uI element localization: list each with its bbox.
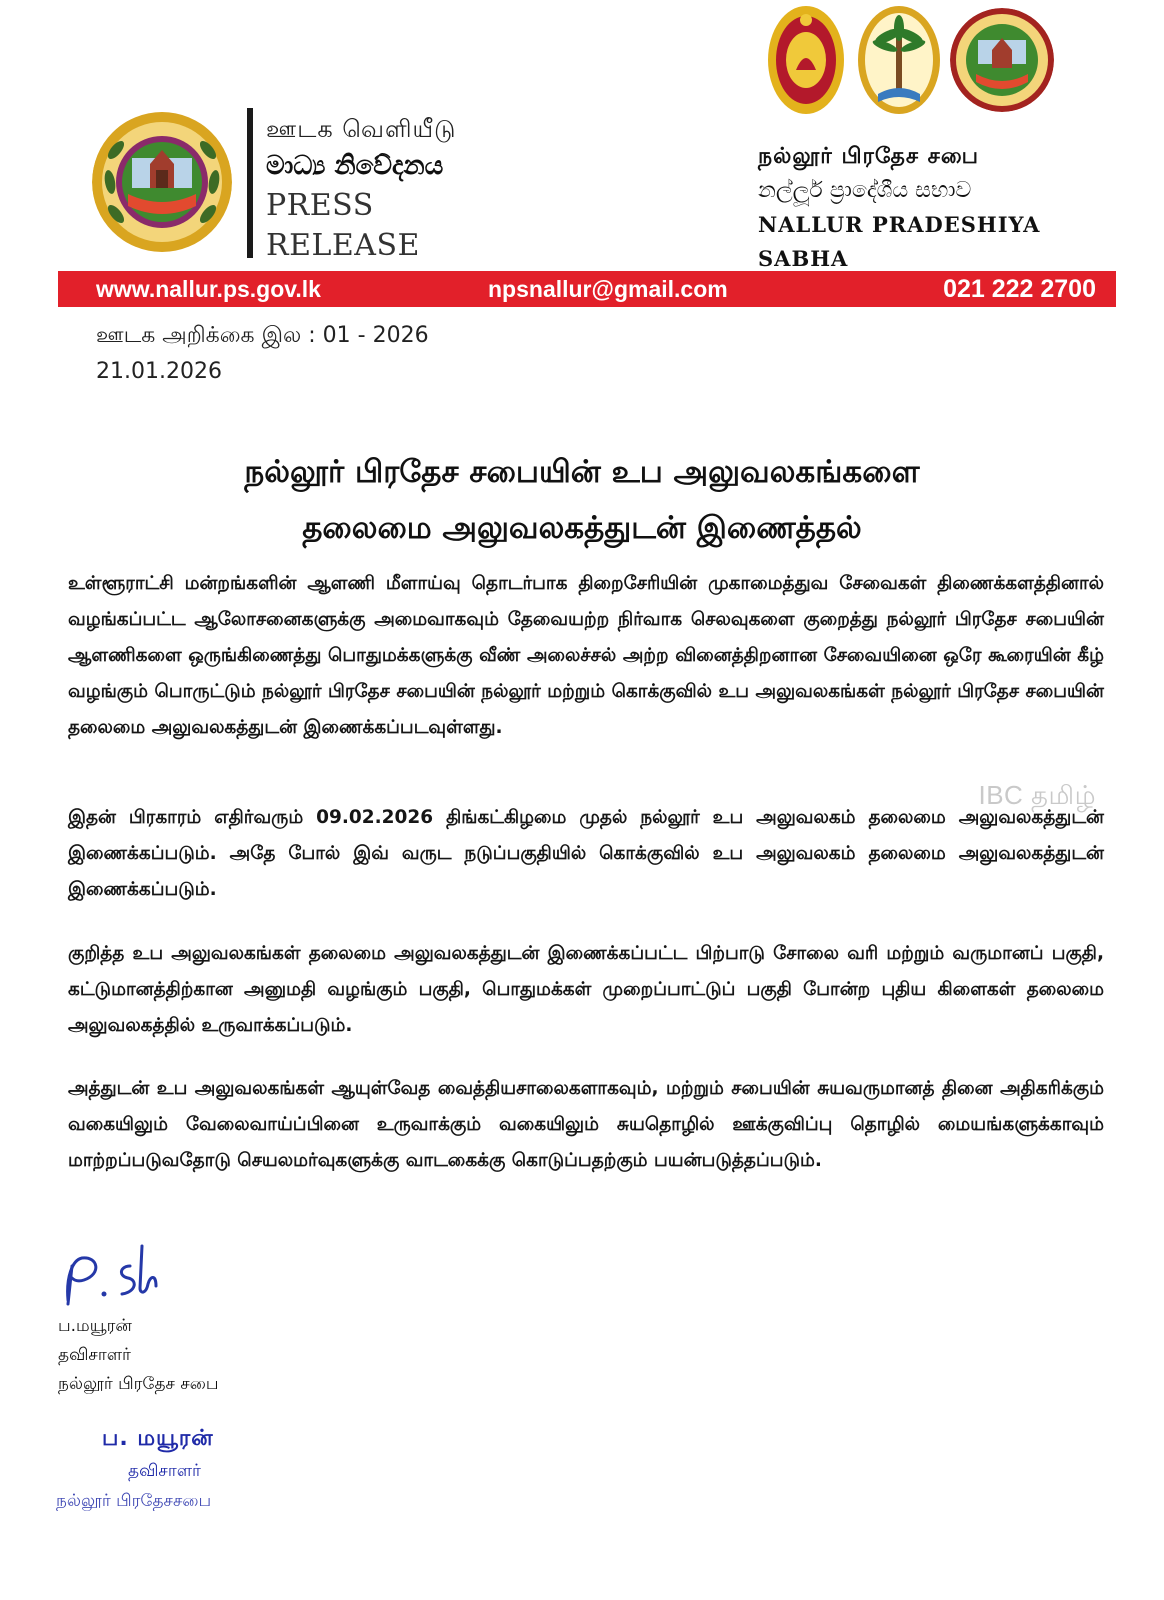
paragraph-1: உள்ளூராட்சி மன்றங்களின் ஆளணி மீளாய்வு தொடர்பாக திறைசேரியின் முகாமைத்துவ சேவைகள் திணைக்களத்தினால் வழங்கப்பட்ட ஆலோசனைகளுக்கு அமைவாகவும் தேவையற்ற நிர்வாக செலவுகளை குறைத்து நல்லூர் பிரதேச சபையின் ஆளணிகளை ஒருங்கிணைத்து பொதுமக்களுக்கு வீண் அலைச்சல் அற்ற வினைத்திறனான சேவையினை ஒரே கூரையின் கீழ் வழங்கும் பொருட்டும் நல்லூர் பிரதேச சபையின் நல்லூர் மற்றும் கொக்குவில் உப அலுவலகங்கள் நல்லூர் பிரதேச சபையின் தலைமை அலுவலகத்துடன் இணைக்கப்படவுள்ளது. (68, 573, 1104, 738)
release-meta (96, 318, 429, 390)
press-label-english: PRESS RELEASE (266, 188, 420, 263)
organization-name (758, 140, 1078, 276)
org-name-english: NALLUR PRADESHIYA SABHA (758, 212, 1041, 271)
nallur-sabha-emblem-small-icon (950, 8, 1054, 112)
press-release-label (266, 112, 506, 266)
release-number: ஊடக அறிக்கை இல : 01 - 2026 (96, 323, 429, 348)
letterhead (0, 0, 1164, 270)
signatory-name: ப.மயூரன் (58, 1316, 132, 1336)
national-emblem-icon (768, 6, 844, 114)
signatory-title: தவிசாளர் (58, 1345, 131, 1365)
paragraph-2: இதன் பிரகாரம் எதிர்வரும் 09.02.2026 திங்கட்கிழமை முதல் நல்லூர் உப அலுவலகம் தலைமை அலுவலகத்துடன் இணைக்கப்படும். அதே போல் இவ் வருட நடுப்பகுதியில் கொக்குவில் உப அலுவலகம் தலைமை அலுவலகத்துடன் இணைக்கப்படும். (68, 807, 1104, 900)
press-label-tamil: ஊடக வெளியீடு (266, 115, 457, 143)
contact-bar (58, 271, 1116, 307)
signatory-block (58, 1312, 219, 1399)
org-name-sinhala: නල්ලූර් ප්‍රාදේශීය සභාව (758, 178, 972, 203)
ibc-watermark: IBC தமிழ் (978, 780, 1096, 810)
email-link[interactable]: npsnallur@gmail.com (488, 276, 728, 302)
org-name-tamil: நல்லூர் பிரதேச சபை (758, 144, 980, 169)
title-line-2: தலைமை அலுவலகத்துடன் இணைத்தல் (302, 510, 862, 546)
paragraph-3: குறித்த உப அலுவலகங்கள் தலைமை அலுவலகத்துடன் இணைக்கப்பட்ட பிற்பாடு சோலை வரி மற்றும் வருமானப் பகுதி, கட்டுமானத்திற்கான அனுமதி வழங்கும் பகுதி, பொதுமக்கள் முறைப்பாட்டுப் பகுதி போன்ற புதிய கிளைகள் தலைமை அலுவலகத்தில் உருவாக்கப்படும். (68, 943, 1104, 1036)
stamp-org: நல்லூர் பிரதேசசபை (56, 1491, 212, 1511)
signatory-org: நல்லூர் பிரதேச சபை (58, 1374, 219, 1394)
palm-tree-emblem-icon (858, 6, 940, 114)
phone-number: 021 222 2700 (943, 275, 1096, 303)
stamp-name: ப. மயூரன் (102, 1426, 214, 1451)
page-title (60, 444, 1104, 556)
website-link[interactable]: www.nallur.ps.gov.lk (96, 276, 321, 302)
paragraph-4: அத்துடன் உப அலுவலகங்கள் ஆயுள்வேத வைத்தியசாலைகளாகவும், மற்றும் சபையின் சுயவருமானத் தினை அதிகரிக்கும் வகையிலும் வேலைவாய்ப்பினை உருவாக்கும் வகையிலும் சுயதொழில் ஊக்குவிப்பு தொழில் மையங்களுக்காவும் மாற்றப்படுவதோடு செயலமர்வுகளுக்கு வாடகைக்கு கொடுப்பதற்கும் பயன்படுத்தப்படும். (68, 1078, 1104, 1171)
stamp-title: தவிசாளர் (128, 1461, 201, 1481)
handwritten-signature-icon (58, 1238, 168, 1316)
release-date: 21.01.2026 (96, 359, 222, 384)
nallur-sabha-emblem-icon (92, 110, 232, 255)
official-stamp (50, 1422, 340, 1516)
press-label-sinhala: මාධ්‍ය නිවේදනය (266, 151, 444, 181)
title-line-1: நல்லூர் பிரதேச சபையின் உப அலுவலகங்களை (244, 454, 920, 490)
header-divider (247, 108, 253, 258)
